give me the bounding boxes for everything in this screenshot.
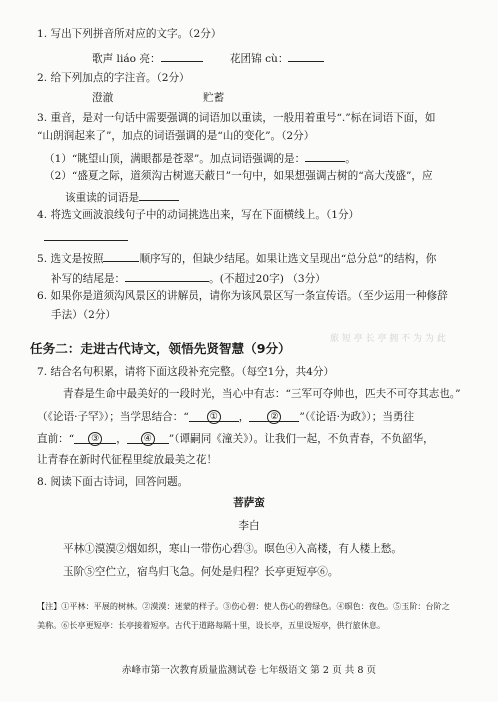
- answer-blank[interactable]: [125, 270, 209, 282]
- q5-text-a: 5. 选文是按照: [37, 253, 104, 265]
- question-6-line-1: 6. 如果你是道须沟风景区的讲解员，请你为该风景区写一条宣传语。（至少运用一种修辞: [37, 290, 448, 302]
- question-7: 7. 结合名句积累，请将下面这段补充完整。（每空1分，共4分）: [37, 366, 335, 378]
- task-2-heading: 任务二：走进古代诗文，领悟先贤智慧（9分）: [30, 341, 291, 356]
- question-6-line-2: 手法）（2分）: [51, 309, 117, 321]
- question-3-sub-1: （1）“眺望山顶，满眼都是苍翠”。加点词语强调的是： 。: [44, 150, 356, 166]
- answer-blank[interactable]: [127, 432, 169, 444]
- question-2: 2. 给下列加点的字注音。（2分）: [37, 72, 190, 84]
- blank-marker: ①: [207, 410, 221, 424]
- answer-blank[interactable]: [189, 410, 239, 422]
- q7-text: 直前：“: [37, 433, 75, 445]
- question-4-answer: [44, 229, 128, 245]
- note-line-2: 美称。⑥长亭更短亭：长亭接着短亭。古代于道路每隔十里，设长亭，五里设短亭，供行旅休息。: [37, 620, 386, 630]
- question-1-items: [92, 50, 324, 66]
- blank-marker: ②: [267, 410, 281, 424]
- question-3-sub-2: （2）“盛夏之际，道须沟古树遮天蔽日”一句中，如果想强调古树的“高大茂盛”，应: [44, 170, 433, 182]
- q2-word-1: 澄澈: [92, 92, 114, 104]
- q5-text-d: 。(不超过20字) （3分）: [209, 273, 326, 285]
- q3-sub1-text: （1）“眺望山顶，满眼都是苍翠”。加点词语强调的是：: [44, 153, 306, 165]
- poem-line-1: 平林①漠漠②烟如织，寒山一带伤心碧③。暝色④入高楼，有人楼上愁。: [63, 543, 402, 555]
- question-5-line-1: [37, 250, 436, 266]
- answer-blank[interactable]: [288, 50, 324, 62]
- answer-blank[interactable]: [103, 250, 139, 262]
- q1-item-2: 花团锦 cù：: [229, 53, 289, 65]
- question-4: 4. 将选文画波浪线句子中的动词挑选出来，写在下面横线上。（1分）: [37, 209, 360, 221]
- poem-author: 李白: [238, 520, 260, 532]
- q1-item-1: 歌声 liáo 亮：: [92, 53, 161, 65]
- poem-line-2: 玉阶⑤空伫立，宿鸟归飞急。何处是归程？长亭更短亭⑥。: [63, 566, 339, 578]
- q7-paragraph-line-4: 让青春在新时代征程里绽放最美之花！: [37, 454, 218, 466]
- page-footer: 赤峰市第一次教育质量监测试卷 七年级语文 第 2 页 共 8 页: [121, 665, 377, 676]
- question-8: 8. 阅读下面古诗词，回答问题。: [37, 476, 189, 488]
- q3-sub2b-text: 该重读的词语是: [65, 192, 140, 204]
- q7-text: （《论语·子罕》）；当学思结合：“: [37, 411, 189, 423]
- answer-blank[interactable]: [74, 432, 116, 444]
- q2-word-2: 贮蓄: [203, 92, 225, 104]
- q7-paragraph-line-3: [37, 432, 434, 446]
- blank-marker: ④: [141, 432, 155, 446]
- q5-text-c: 补写的结尾是：: [51, 273, 126, 285]
- q7-text: ”（谭嗣同《潼关》）。让我们一起，不负青春，不负韶华，: [168, 433, 434, 445]
- answer-blank[interactable]: [249, 410, 299, 422]
- q7-text: ，: [116, 433, 127, 445]
- question-3-line-2: “山朗润起来了”，加点的词语强调的是“山的变化”。（2分）: [37, 130, 315, 142]
- answer-blank[interactable]: [305, 150, 345, 162]
- poem-title: 菩萨蛮: [233, 497, 265, 509]
- bleed-through-text: 旅 短 亭 长 亭 拥 不 为 为 此: [330, 334, 446, 344]
- answer-blank[interactable]: [161, 50, 203, 62]
- question-5-line-2: [51, 270, 326, 286]
- q7-paragraph-line-1: 青春是生命中最美好的一段时光，当心中有志：“三军可夺帅也，匹夫不可夺其志也。”: [63, 388, 461, 400]
- answer-blank[interactable]: [44, 229, 128, 241]
- note-line-1: 【注】①平林：平展的树林。②漠漠：迷蒙的样子。③伤心碧：使人伤心的碧绿色。④暝色：夜色。⑤玉阶：台阶之: [37, 601, 450, 611]
- q7-text: ”（《论语·为政》）；当勇往: [299, 411, 415, 423]
- answer-blank[interactable]: [139, 189, 179, 201]
- blank-marker: ③: [88, 432, 102, 446]
- q5-text-b: 顺序写的，但缺少结尾。如果让选文呈现出“总分总”的结构，你: [139, 253, 437, 265]
- q7-text: ，: [238, 411, 250, 423]
- q7-paragraph-line-2: [37, 410, 414, 424]
- question-3-line-1: 3. 重音，是对一句话中需要强调的词语加以重读，一般用着重号“.”标在词语下面，如: [37, 112, 436, 124]
- question-3-sub-2b: [65, 189, 179, 205]
- question-1: 1. 写出下列拼音所对应的文字。（2分）: [37, 28, 222, 40]
